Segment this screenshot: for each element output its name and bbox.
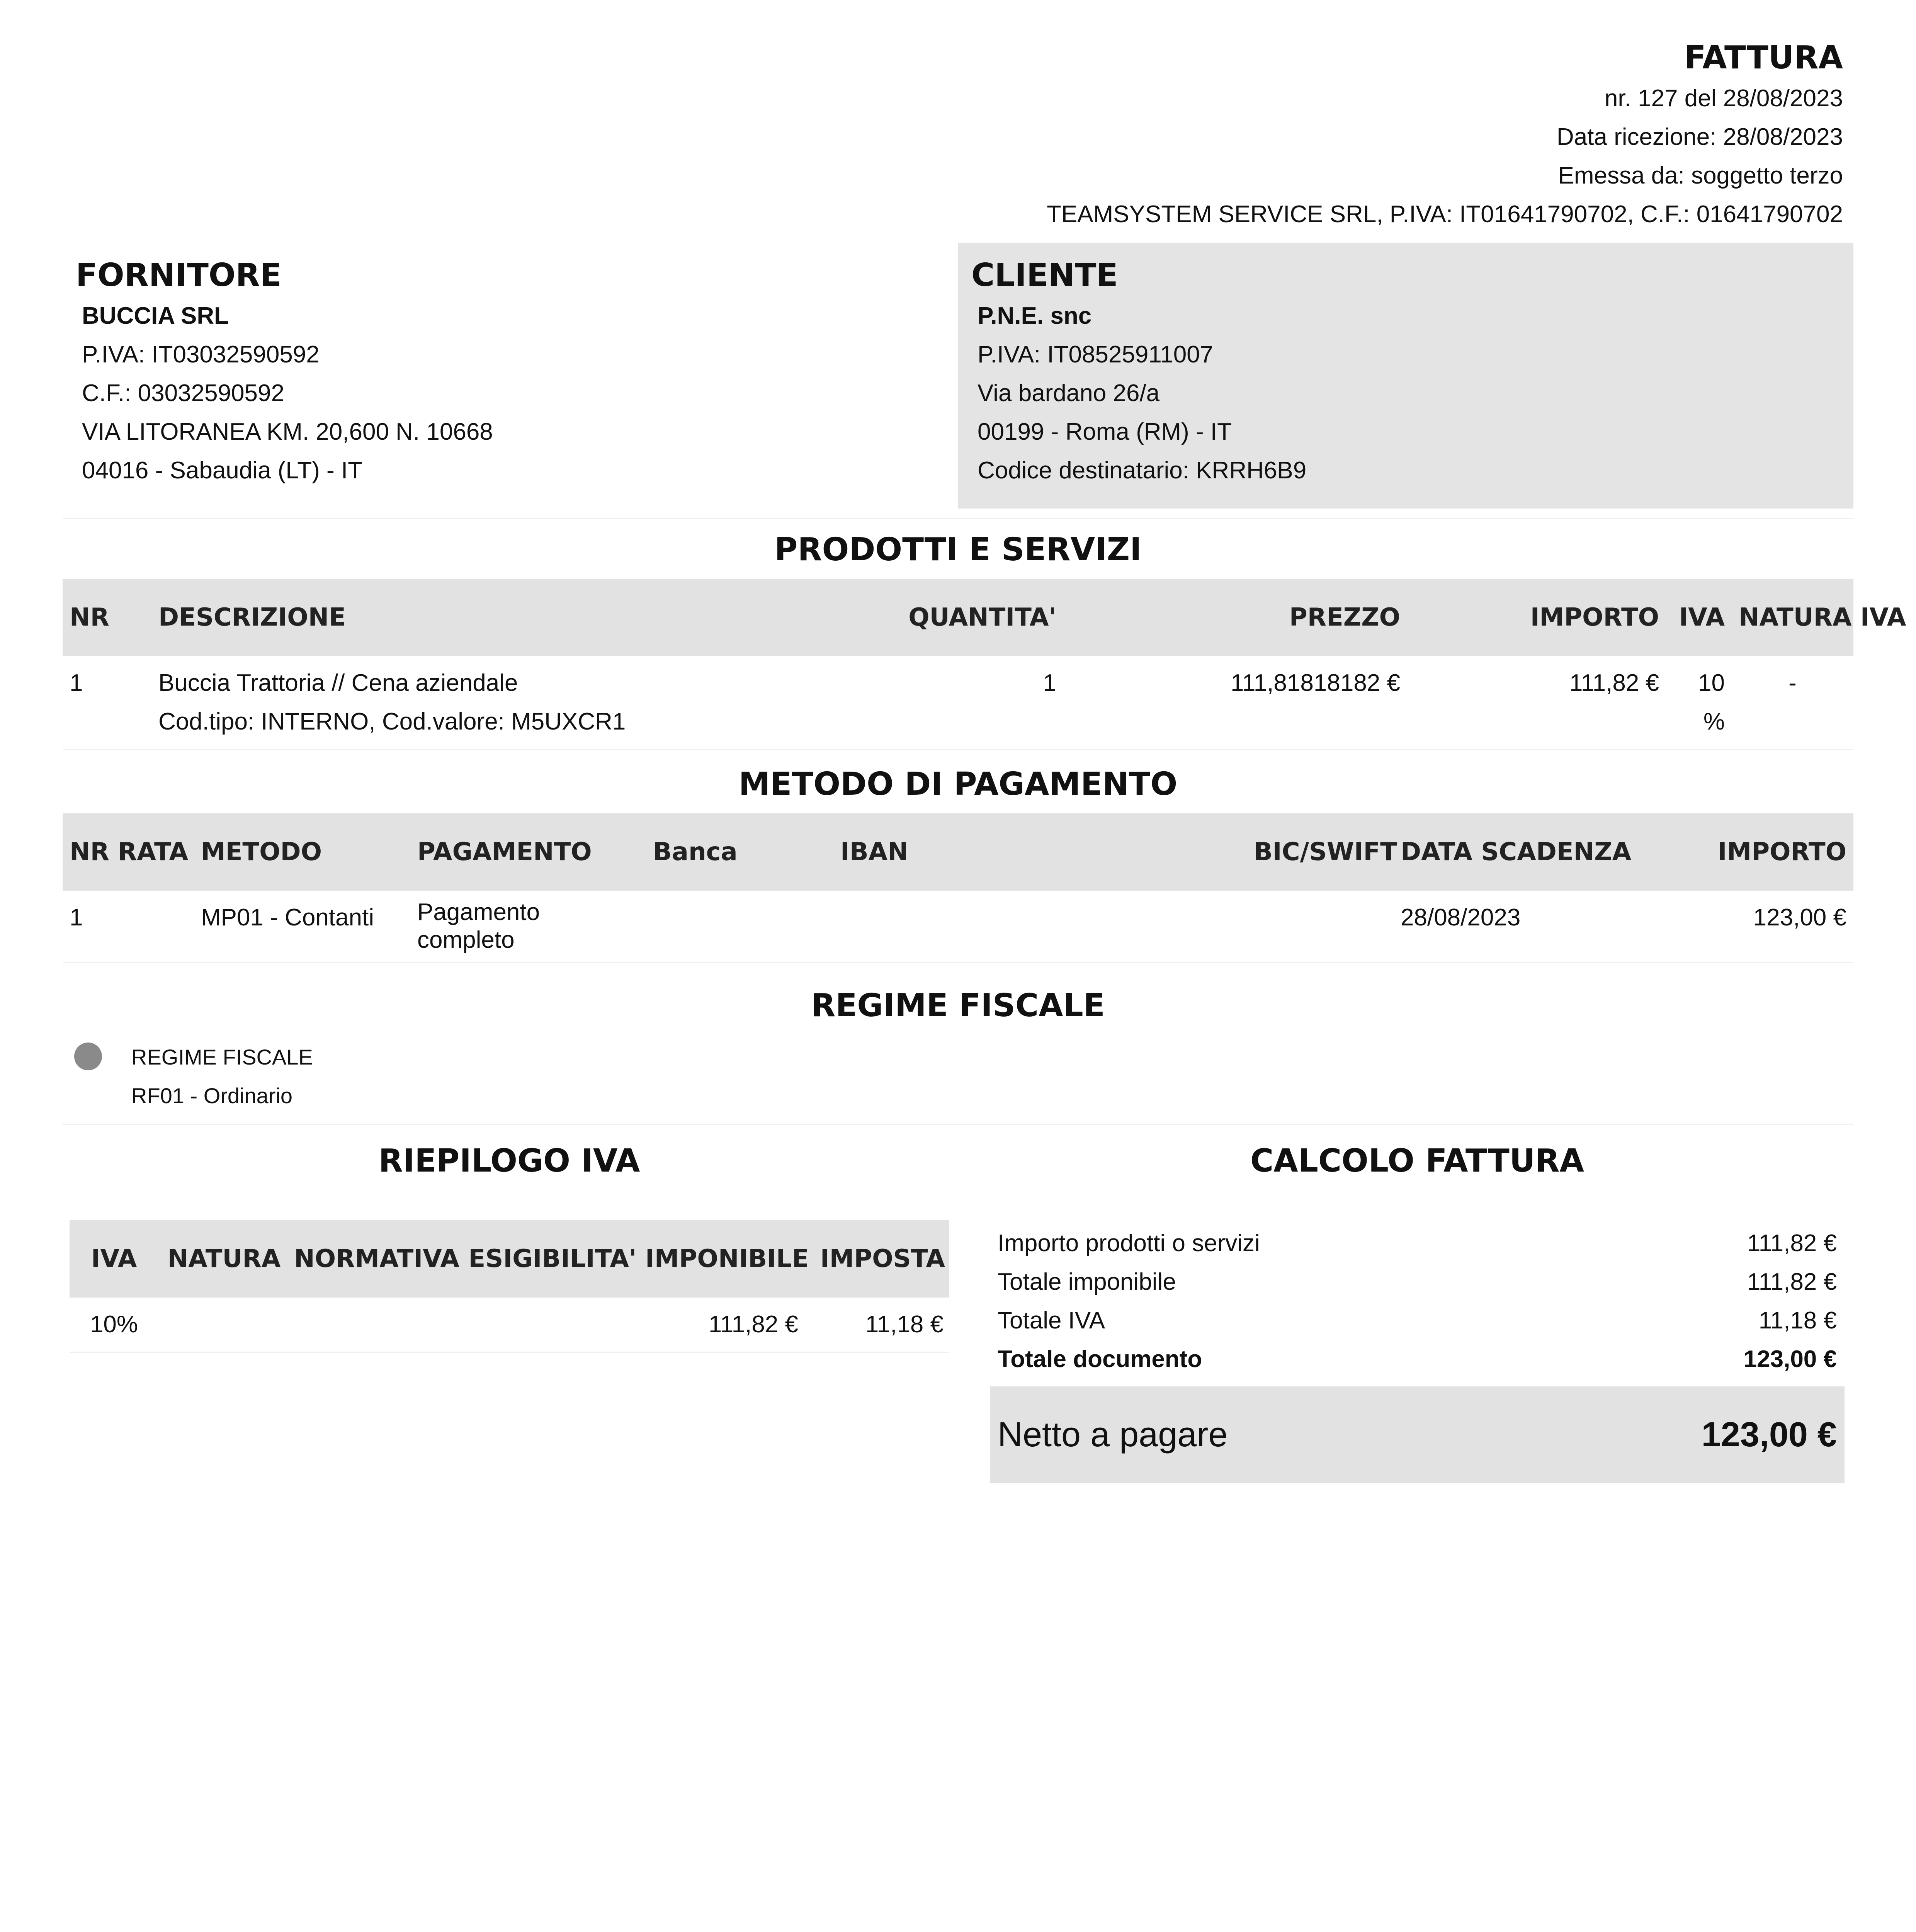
calc-imponibile-label: Totale imponibile xyxy=(998,1269,1176,1295)
table-row xyxy=(63,656,1853,750)
client-codice: Codice destinatario: KRRH6B9 xyxy=(978,457,1307,484)
bullet-icon xyxy=(74,1043,102,1070)
vat-normativa xyxy=(290,1298,464,1352)
col-bic-swift: BIC/SWIFT xyxy=(1247,813,1394,891)
row-prezzo: 111,81818182 € xyxy=(1063,656,1407,750)
col-iban: IBAN xyxy=(833,813,1247,891)
col-banca: Banca xyxy=(646,813,833,891)
client-name: P.N.E. snc xyxy=(978,303,1092,329)
supplier-piva: P.IVA: IT03032590592 xyxy=(82,341,320,368)
col-vat-natura: NATURA xyxy=(158,1220,290,1298)
col-nr-rata: NR RATA xyxy=(63,813,194,891)
client-piva: P.IVA: IT08525911007 xyxy=(978,341,1214,368)
supplier-heading: FORNITORE xyxy=(76,257,282,294)
regime-value: RF01 - Ordinario xyxy=(131,1083,293,1108)
col-pagamento: PAGAMENTO xyxy=(410,813,646,891)
vat-summary-heading: RIEPILOGO IVA xyxy=(378,1143,640,1179)
supplier-cf: C.F.: 03032590592 xyxy=(82,380,284,406)
products-header-row xyxy=(63,579,1853,656)
vat-header-row xyxy=(70,1220,949,1298)
col-descrizione: DESCRIZIONE xyxy=(151,579,801,656)
row-descrizione xyxy=(151,656,801,750)
divider xyxy=(63,1124,1853,1125)
issued-by: Emessa da: soggetto terzo xyxy=(1558,162,1843,189)
client-heading: CLIENTE xyxy=(971,257,1118,294)
calc-importo-label: Importo prodotti o servizi xyxy=(998,1230,1260,1257)
client-address: Via bardano 26/a xyxy=(978,380,1160,406)
calc-documento-value: 123,00 € xyxy=(1743,1346,1837,1372)
divider xyxy=(63,518,1853,519)
col-nr: NR xyxy=(63,579,151,656)
rata-banca xyxy=(646,891,833,963)
col-vat-normativa: NORMATIVA xyxy=(290,1220,464,1298)
third-party: TEAMSYSTEM SERVICE SRL, P.IVA: IT01641790702, C.F.: 01641790702 xyxy=(1047,201,1843,228)
invoice-number: nr. 127 del 28/08/2023 xyxy=(1604,85,1843,112)
vat-esigibilita xyxy=(464,1298,641,1352)
row-nr: 1 xyxy=(63,656,151,750)
calc-row-importo xyxy=(990,1224,1845,1263)
invoice-header xyxy=(1047,37,1843,234)
table-row xyxy=(70,1298,949,1352)
regime-label: REGIME FISCALE xyxy=(131,1045,313,1069)
vat-summary-table xyxy=(70,1220,949,1353)
payment-header-row xyxy=(63,813,1853,891)
rata-pagamento xyxy=(410,891,646,963)
supplier-address: VIA LITORANEA KM. 20,600 N. 10668 xyxy=(82,418,493,445)
rata-pagamento-line2: completo xyxy=(417,927,515,953)
products-heading: PRODOTTI E SERVIZI xyxy=(774,531,1142,568)
net-to-pay-box xyxy=(990,1386,1845,1483)
calc-iva-value: 11,18 € xyxy=(1758,1307,1837,1334)
rata-nr: 1 xyxy=(63,891,194,963)
calc-importo-value: 111,82 € xyxy=(1747,1230,1837,1257)
rata-scadenza: 28/08/2023 xyxy=(1394,891,1656,963)
col-data-scadenza: DATA SCADENZA xyxy=(1394,813,1656,891)
rata-iban xyxy=(833,891,1247,963)
rata-bic xyxy=(1247,891,1394,963)
table-row xyxy=(63,891,1853,963)
calc-row-documento xyxy=(990,1340,1845,1379)
col-prezzo: PREZZO xyxy=(1063,579,1407,656)
net-to-pay-value: 123,00 € xyxy=(1701,1415,1837,1454)
supplier-block xyxy=(63,243,947,509)
regime-heading: REGIME FISCALE xyxy=(811,987,1105,1024)
col-vat-esigibilita: ESIGIBILITA' xyxy=(464,1220,641,1298)
col-metodo: METODO xyxy=(194,813,410,891)
vat-rate: 10% xyxy=(70,1298,158,1352)
col-importo: IMPORTO xyxy=(1407,579,1666,656)
row-quantita: 1 xyxy=(801,656,1063,750)
calc-row-imponibile xyxy=(990,1263,1845,1301)
net-to-pay-label: Netto a pagare xyxy=(998,1415,1228,1454)
supplier-name: BUCCIA SRL xyxy=(82,303,229,329)
col-vat-imposta: IMPOSTA xyxy=(804,1220,949,1298)
client-city: 00199 - Roma (RM) - IT xyxy=(978,418,1232,445)
col-natura-iva: NATURA IVA xyxy=(1732,579,1853,656)
calc-iva-label: Totale IVA xyxy=(998,1307,1105,1334)
rata-importo: 123,00 € xyxy=(1656,891,1853,963)
rata-metodo: MP01 - Contanti xyxy=(194,891,410,963)
vat-imponibile: 111,82 € xyxy=(641,1298,804,1352)
rata-pagamento-line1: Pagamento xyxy=(417,899,540,925)
invoice-title: FATTURA xyxy=(1684,39,1843,76)
col-vat-iva: IVA xyxy=(70,1220,158,1298)
col-vat-imponibile: IMPONIBILE xyxy=(641,1220,804,1298)
row-importo: 111,82 € xyxy=(1407,656,1666,750)
supplier-city: 04016 - Sabaudia (LT) - IT xyxy=(82,457,362,484)
col-importo-rata: IMPORTO xyxy=(1656,813,1853,891)
calc-heading: CALCOLO FATTURA xyxy=(1250,1143,1584,1179)
row-description-text: Buccia Trattoria // Cena aziendale xyxy=(158,670,518,696)
calc-block xyxy=(990,1224,1845,1379)
calc-imponibile-value: 111,82 € xyxy=(1747,1269,1837,1295)
payment-table xyxy=(63,813,1853,963)
col-iva: IVA xyxy=(1666,579,1732,656)
received-date: Data ricezione: 28/08/2023 xyxy=(1556,124,1843,150)
calc-row-iva xyxy=(990,1301,1845,1340)
payment-heading: METODO DI PAGAMENTO xyxy=(738,766,1178,803)
row-iva: 10 % xyxy=(1666,656,1732,750)
products-table xyxy=(63,579,1906,750)
calc-documento-label: Totale documento xyxy=(998,1346,1202,1372)
row-code: Cod.tipo: INTERNO, Cod.valore: M5UXCR1 xyxy=(158,708,626,735)
vat-natura xyxy=(158,1298,290,1352)
vat-imposta: 11,18 € xyxy=(804,1298,949,1352)
col-quantita: QUANTITA' xyxy=(801,579,1063,656)
client-block xyxy=(958,243,1853,509)
row-natura: - xyxy=(1732,656,1853,750)
